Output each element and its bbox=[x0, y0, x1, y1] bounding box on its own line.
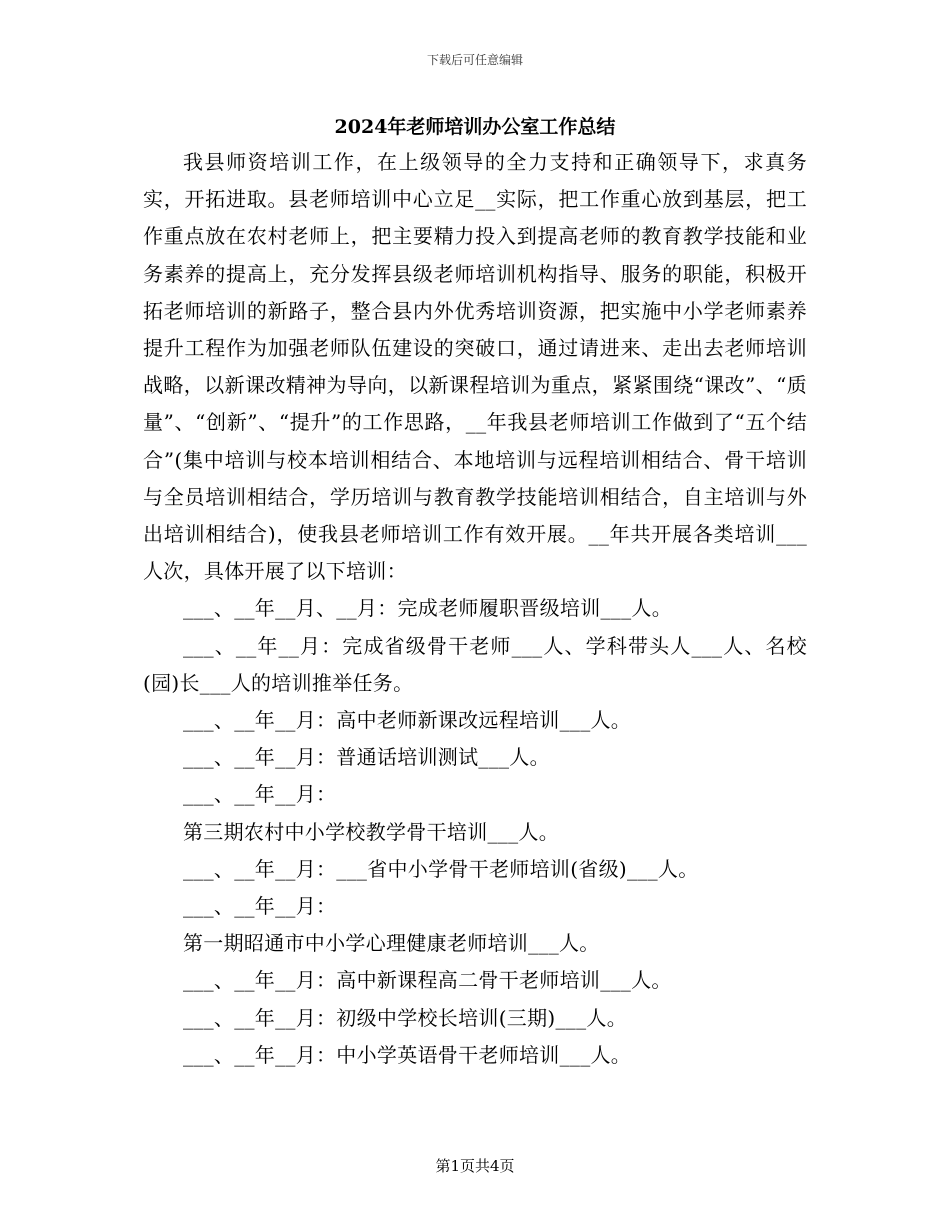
list-item: ___、__年__月：高中老师新课改远程培训___人。 bbox=[183, 708, 632, 733]
header-note: 下载后可任意编辑 bbox=[426, 53, 523, 67]
list-item: ___、__年__月：普通话培训测试___人。 bbox=[183, 745, 550, 770]
page-number: 第1页共4页 bbox=[435, 1157, 515, 1175]
document-body bbox=[143, 144, 807, 1074]
list-item: ___、__年__月：___省中小学骨干老师培训(省级)___人。 bbox=[183, 856, 699, 881]
list-item: ___、__年__月：完成省级骨干老师___人、学科带头人___人、名校(园)长___人的培训推举任务。 bbox=[143, 633, 807, 695]
list-item: ___、__年__月： bbox=[183, 894, 337, 919]
list-item: 第一期昭通市中小学心理健康老师培训___人。 bbox=[183, 931, 600, 956]
list-item: ___、__年__月：初级中学校长培训(三期)___人。 bbox=[183, 1005, 628, 1030]
list-item: ___、__年__月、__月：完成老师履职晋级培训___人。 bbox=[183, 596, 672, 621]
list-item: ___、__年__月： bbox=[183, 782, 337, 807]
list-item: 第三期农村中小学校教学骨干培训___人。 bbox=[183, 819, 559, 844]
document-title: 2024年老师培训办公室工作总结 bbox=[334, 116, 616, 138]
list-item: ___、__年__月：高中新课程高二骨干老师培训___人。 bbox=[183, 968, 672, 993]
list-item: ___、__年__月：中小学英语骨干老师培训___人。 bbox=[183, 1042, 632, 1067]
intro-paragraph: 我县师资培训工作，在上级领导的全力支持和正确领导下，求真务实，开拓进取。县老师培训中心立足__实际，把工作重心放到基层，把工作重点放在农村老师上，把主要精力投入到提高老师的教育教学技能和业务素养的提高上，充分发挥县级老师培训机构指导、服务的职能，积极开拓老师培训的新路子，整合县内外优秀培训资源，把实施中小学老师素养提升工程作为加强老师队伍建设的突破口，通过请进来、走出去老师培训战略，以新课改精神为导向，以新课程培训为重点，紧紧围绕“课改”、“质量”、“创新”、“提升”的工作思路，__年我县老师培训工作做到了“五个结合”(集中培训与校本培训相结合、本地培训与远程培训相结合、骨干培训与全员培训相结合，学历培训与教育教学技能培训相结合，自主培训与外出培训相结合)，使我县老师培训工作有效开展。__年共开展各类培训___人次，具体开展了以下培训： bbox=[143, 150, 807, 584]
